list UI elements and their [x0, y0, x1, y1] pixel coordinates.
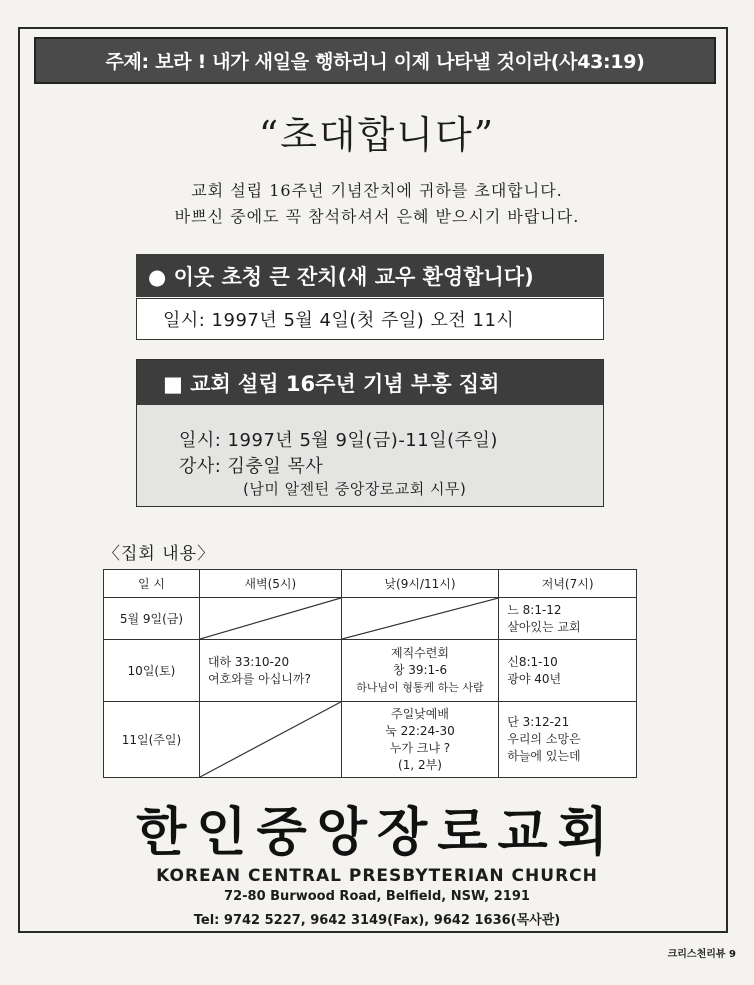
- empty-cell-slash: [199, 702, 341, 778]
- invitation-line-2: 바쁘신 중에도 꼭 참석하셔서 은혜 받으시기 바랍니다.: [174, 207, 580, 226]
- schedule-table: [103, 569, 637, 778]
- cell-line: 신8:1-10: [507, 654, 558, 669]
- cell-noon: [341, 702, 499, 778]
- cell-line: 우리의 소망은: [507, 732, 581, 746]
- cell-line: 누가 크냐 ?: [389, 740, 451, 755]
- event2-heading: ■ 교회 설립 16주년 기념 부흥 집회: [137, 360, 603, 405]
- empty-cell-slash: [199, 598, 341, 640]
- event2-speaker-note: (남미 알젠틴 중앙장로교회 시무): [243, 480, 467, 498]
- cell-noon: [341, 640, 499, 702]
- table-row: [104, 640, 637, 702]
- page-number: 크리스천리뷰 9: [667, 949, 736, 960]
- church-telephone: Tel: 9742 5227, 9642 3149(Fax), 9642 1636(목사관): [193, 913, 561, 928]
- cell-line: 대하 33:10-20: [207, 654, 290, 669]
- theme-banner: 주제: 보라 ! 내가 새일을 행하리니 이제 나타낼 것이라(사43:19): [34, 37, 716, 84]
- cell-line: 창 39:1-6: [392, 663, 448, 677]
- cell-evening: [499, 702, 637, 778]
- cell-line: 느 8:1-12: [507, 602, 562, 617]
- cell-line: 하늘에 있는데: [507, 749, 581, 763]
- event2-date: 일시: 1997년 5월 9일(금)-11일(주일): [179, 430, 498, 451]
- cell-dawn: [199, 640, 341, 702]
- church-name-english: KOREAN CENTRAL PRESBYTERIAN CHURCH: [156, 866, 598, 886]
- event2-box: [136, 359, 604, 507]
- cell-line: 광야 40년: [507, 671, 562, 686]
- event2-speaker: 강사: 김충일 목사: [179, 456, 324, 477]
- cell-line: 하나님이 형통케 하는 사람: [356, 681, 484, 694]
- table-row: [104, 702, 637, 778]
- page-title: “초대합니다”: [258, 113, 496, 157]
- cell-evening: [499, 598, 637, 640]
- cell-line: (1, 2부): [398, 757, 442, 772]
- row-day: 10일(토): [104, 640, 200, 702]
- church-logo-korean: 한인중앙장로교회: [136, 802, 618, 863]
- header-evening: 저녁(7시): [499, 570, 637, 598]
- cell-line: 눅 22:24-30: [385, 723, 455, 738]
- cell-line: 제직수련회: [390, 646, 449, 660]
- cell-line: 여호와를 아십니까?: [207, 671, 311, 686]
- row-day: 11일(주일): [104, 702, 200, 778]
- schedule-label: 〈집회 내용〉: [103, 544, 216, 564]
- cell-line: 살아있는 교회: [507, 619, 581, 634]
- empty-cell-slash: [341, 598, 499, 640]
- cell-evening: [499, 640, 637, 702]
- event1-date: 일시: 1997년 5월 4일(첫 주일) 오전 11시: [136, 298, 604, 340]
- invitation-line-1: 교회 설립 16주년 기념잔치에 귀하를 초대합니다.: [191, 181, 563, 200]
- table-header-row: [104, 570, 637, 598]
- table-row: [104, 598, 637, 640]
- header-date: 일 시: [104, 570, 200, 598]
- event1-heading: ● 이웃 초청 큰 잔치(새 교우 환영합니다): [136, 254, 604, 297]
- church-address: 72-80 Burwood Road, Belfield, NSW, 2191: [224, 889, 530, 904]
- row-day: 5월 9일(금): [104, 598, 200, 640]
- header-noon: 낮(9시/11시): [341, 570, 499, 598]
- cell-line: 단 3:12-21: [507, 715, 570, 729]
- header-dawn: 새벽(5시): [199, 570, 341, 598]
- invitation-text: [0, 178, 754, 230]
- cell-line: 주일낮예배: [390, 706, 449, 721]
